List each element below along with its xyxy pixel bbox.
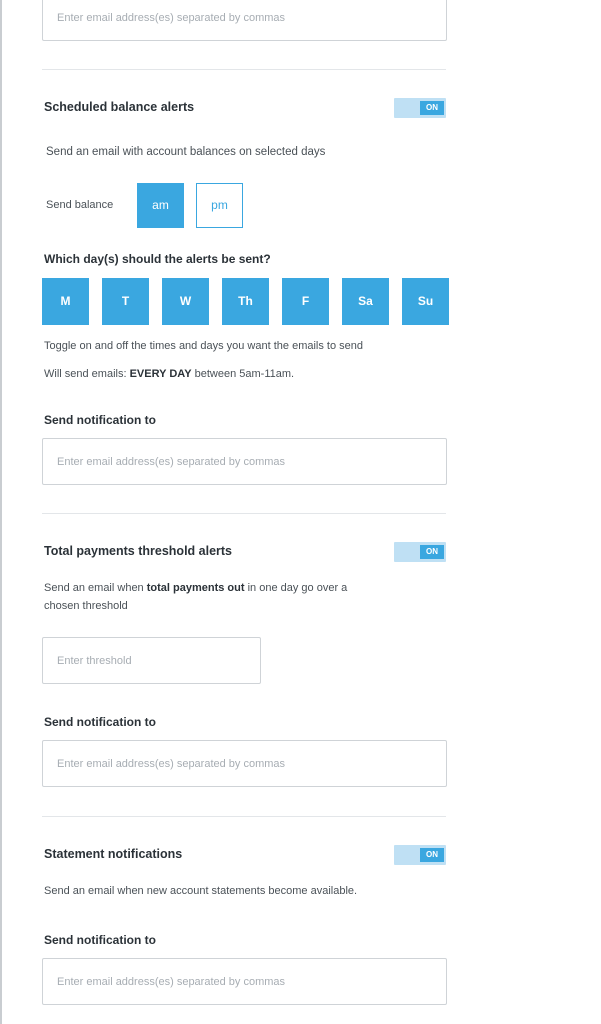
scheduled-alerts-toggle[interactable]	[394, 98, 446, 118]
divider	[42, 513, 446, 514]
threshold-alerts-title: Total payments threshold alerts	[44, 544, 233, 558]
scheduled-email-field[interactable]	[42, 438, 447, 485]
day-button-saturday[interactable]: Sa	[342, 278, 389, 325]
statement-notifications-title: Statement notifications	[44, 847, 183, 861]
scheduled-alerts-title: Scheduled balance alerts	[44, 100, 195, 114]
will-send-frequency: EVERY DAY	[129, 368, 192, 380]
am-button[interactable]: am	[137, 183, 184, 228]
divider	[42, 816, 446, 817]
left-border	[0, 0, 2, 1024]
threshold-desc-suffix: in one day go over a	[247, 582, 348, 594]
days-question: Which day(s) should the alerts be sent?	[44, 252, 271, 266]
toggle-on-label: ON	[420, 101, 444, 115]
threshold-description	[44, 582, 347, 594]
threshold-description-line2: chosen threshold	[44, 600, 128, 612]
divider	[42, 69, 446, 70]
scheduled-notify-label: Send notification to	[44, 413, 156, 427]
threshold-desc-prefix: Send an email when	[44, 582, 144, 594]
day-button-monday[interactable]: M	[42, 278, 89, 325]
statement-email-field[interactable]	[42, 958, 447, 1005]
email-field-top[interactable]	[42, 0, 447, 41]
day-button-wednesday[interactable]: W	[162, 278, 209, 325]
threshold-alerts-toggle[interactable]	[394, 542, 446, 562]
toggle-on-label: ON	[420, 848, 444, 862]
threshold-notify-label: Send notification to	[44, 715, 156, 729]
threshold-desc-bold: total payments out	[146, 582, 245, 594]
toggle-help-text: Toggle on and off the times and days you want the emails to send	[44, 340, 363, 352]
scheduled-alerts-description: Send an email with account balances on selected days	[46, 146, 326, 158]
statement-notifications-toggle[interactable]	[394, 845, 446, 865]
send-balance-label: Send balance	[46, 199, 114, 211]
toggle-on-label: ON	[420, 545, 444, 559]
will-send-summary	[44, 368, 294, 380]
day-selector	[42, 278, 449, 325]
day-button-tuesday[interactable]: T	[102, 278, 149, 325]
day-button-thursday[interactable]: Th	[222, 278, 269, 325]
day-button-friday[interactable]: F	[282, 278, 329, 325]
day-button-sunday[interactable]: Su	[402, 278, 449, 325]
will-send-prefix: Will send emails:	[44, 368, 127, 380]
statement-notify-label: Send notification to	[44, 933, 156, 947]
threshold-email-field[interactable]	[42, 740, 447, 787]
pm-button[interactable]: pm	[196, 183, 243, 228]
threshold-input[interactable]	[42, 637, 261, 684]
statement-description: Send an email when new account statements become available.	[44, 885, 358, 897]
will-send-window: between 5am-11am.	[194, 368, 295, 380]
